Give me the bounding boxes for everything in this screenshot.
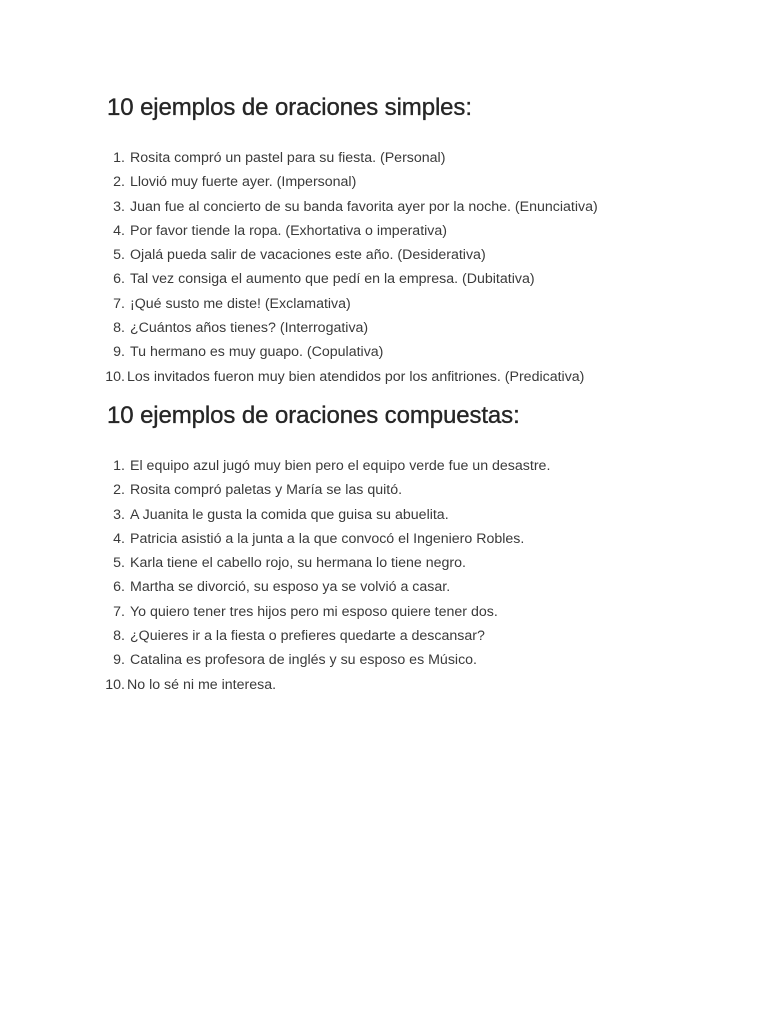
item-text: ¡Qué susto me diste! (Exclamativa) [130,295,351,312]
item-number: 4. [113,222,125,239]
item-text: Martha se divorció, su esposo ya se volvió a casar. [130,579,451,596]
list-item [107,219,727,243]
item-number: 9. [113,652,125,669]
list-item [107,316,727,340]
list-item [107,340,727,364]
compound-sentences-list [107,454,727,697]
list-item [107,243,727,267]
item-number: 2. [113,174,125,191]
list-item [107,600,727,624]
item-text: Rosita compró un pastel para su fiesta. (Personal) [130,150,446,166]
compound-sentences-section [107,400,727,697]
list-item [107,648,727,672]
simple-sentences-list [107,146,727,389]
item-text: Por favor tiende la ropa. (Exhortativa o imperativa) [130,222,448,239]
list-item [107,267,727,291]
section-title: 10 ejemplos de oraciones compuestas: [107,402,520,429]
item-number: 7. [113,603,125,620]
item-number: 6. [113,579,125,596]
item-number: 9. [113,344,125,361]
item-text: Catalina es profesora de inglés y su esposo es Músico. [130,652,477,669]
item-number: 5. [113,247,125,264]
item-text: El equipo azul jugó muy bien pero el equipo verde fue un desastre. [130,458,551,474]
list-item [107,575,727,599]
item-text: Los invitados fueron muy bien atendidos por los anfitriones. (Predicativa) [127,368,585,385]
item-text: Juan fue al concierto de su banda favorita ayer por la noche. (Enunciativa) [130,198,598,215]
item-text: Patricia asistió a la junta a la que convocó el Ingeniero Robles. [130,530,525,547]
list-item [107,527,727,551]
item-number: 1. [113,150,125,166]
item-number: 8. [113,320,125,337]
item-number: 1. [113,458,125,474]
item-number: 10. [105,676,125,693]
list-item [107,292,727,316]
item-text: Tal vez consiga el aumento que pedí en la empresa. (Dubitativa) [130,271,535,288]
section-title: 10 ejemplos de oraciones simples: [107,94,472,121]
list-item [107,195,727,219]
item-number: 8. [113,628,125,645]
item-text: ¿Cuántos años tienes? (Interrogativa) [130,320,369,337]
list-item [107,365,727,389]
item-number: 3. [113,506,125,523]
item-number: 3. [113,198,125,215]
list-item [107,624,727,648]
simple-sentences-section [107,92,727,389]
item-number: 7. [113,295,125,312]
item-text: Yo quiero tener tres hijos pero mi esposo quiere tener dos. [130,603,498,620]
item-text: Rosita compró paletas y María se las quitó. [130,482,403,499]
item-text: Karla tiene el cabello rojo, su hermana lo tiene negro. [130,555,466,572]
list-item [107,454,727,478]
item-text: Tu hermano es muy guapo. (Copulativa) [130,344,384,361]
item-number: 6. [113,271,125,288]
item-number: 2. [113,482,125,499]
list-item [107,170,727,194]
item-number: 10. [105,368,125,385]
list-item [107,673,727,697]
item-text: A Juanita le gusta la comida que guisa su abuelita. [130,506,449,523]
list-item [107,478,727,502]
item-text: Llovió muy fuerte ayer. (Impersonal) [130,174,357,191]
item-text: Ojalá pueda salir de vacaciones este año. (Desiderativa) [130,247,486,264]
item-text: No lo sé ni me interesa. [127,676,277,693]
list-item [107,551,727,575]
list-item [107,146,727,170]
item-text: ¿Quieres ir a la fiesta o prefieres quedarte a descansar? [130,628,485,645]
item-number: 5. [113,555,125,572]
list-item [107,503,727,527]
item-number: 4. [113,530,125,547]
